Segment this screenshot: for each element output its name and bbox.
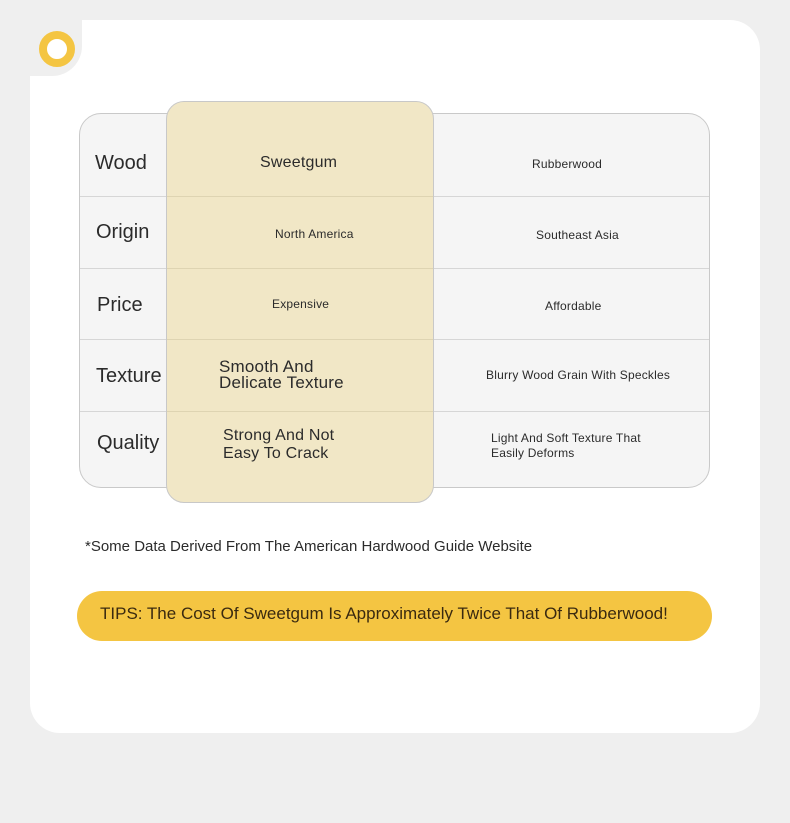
rubberwood-quality-line1: Light And Soft Texture That <box>491 431 641 445</box>
source-note: *Some Data Derived From The American Hardwood Guide Website <box>85 538 533 555</box>
row-divider <box>167 196 433 197</box>
sweetgum-header: Sweetgum <box>260 154 338 171</box>
ring-icon <box>39 31 75 67</box>
row-label-origin: Origin <box>96 221 150 243</box>
sweetgum-texture-line2: Delicate Texture <box>219 373 344 392</box>
rubberwood-origin: Southeast Asia <box>536 228 619 242</box>
sweetgum-origin: North America <box>275 227 354 241</box>
rubberwood-quality-line2: Easily Deforms <box>491 446 575 460</box>
sweetgum-quality <box>223 427 334 463</box>
row-divider <box>167 268 433 269</box>
row-divider <box>167 339 433 340</box>
rubberwood-texture: Blurry Wood Grain With Speckles <box>486 368 671 382</box>
row-divider <box>167 411 433 412</box>
sweetgum-quality-line2: Easy To Crack <box>223 445 329 462</box>
row-label-wood: Wood <box>95 152 147 174</box>
tips-banner: TIPS: The Cost Of Sweetgum Is Approximately Twice That Of Rubberwood! <box>77 591 712 641</box>
row-label-texture: Texture <box>96 365 162 387</box>
rubberwood-price: Affordable <box>545 299 602 313</box>
rubberwood-header: Rubberwood <box>532 157 603 171</box>
sweetgum-quality-line1: Strong And Not <box>223 427 335 444</box>
sweetgum-texture <box>219 359 344 391</box>
sweetgum-texture-line1: Smooth And <box>219 357 314 376</box>
row-label-price: Price <box>97 294 143 316</box>
rubberwood-quality <box>491 431 641 461</box>
sweetgum-price: Expensive <box>272 297 330 311</box>
row-label-quality: Quality <box>97 432 160 454</box>
